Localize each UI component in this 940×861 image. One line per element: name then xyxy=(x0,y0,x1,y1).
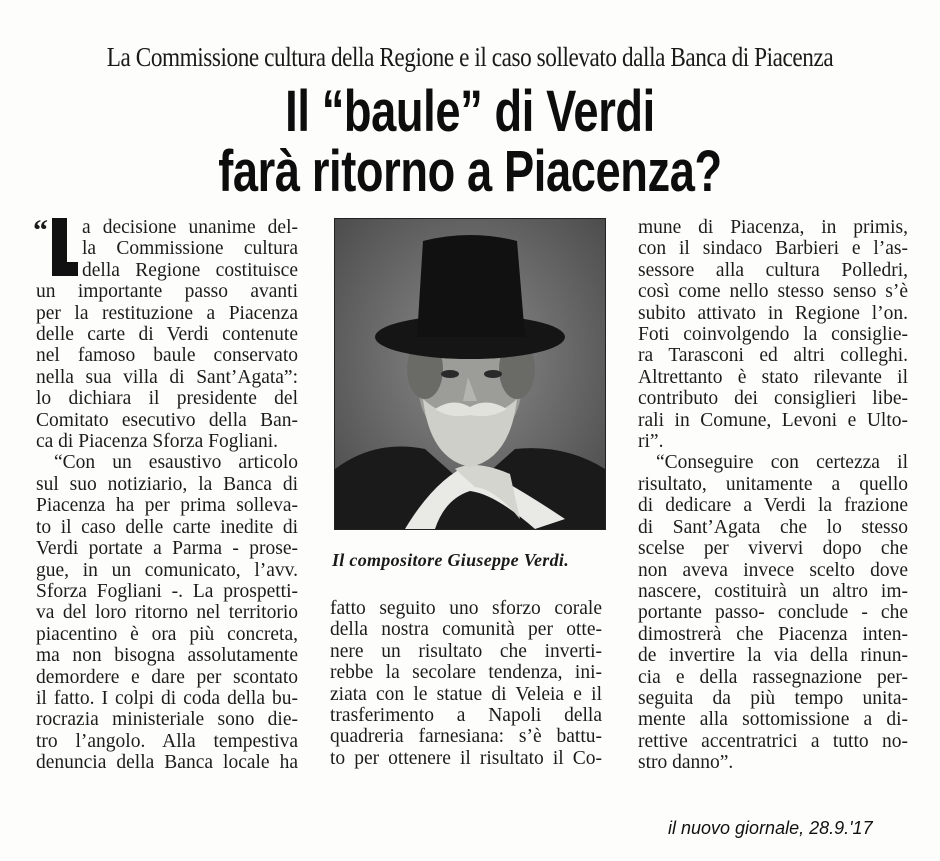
text-line: con il sindaco Barbieri e l’as- xyxy=(638,238,908,260)
text-line: subito attivato in Regione l’on. xyxy=(638,302,908,324)
text-line: va del loro ritorno nel territorio xyxy=(36,602,298,624)
text-line: cia e della rassegnazione per- xyxy=(638,666,908,688)
text-line: risultato, unitamente a quello xyxy=(638,473,908,495)
text-line: ziata con le statue di Veleia e il xyxy=(330,683,602,705)
text-line: nel famoso baule conservato xyxy=(36,345,298,367)
article-column-3 xyxy=(638,217,908,774)
text-line: “Conseguire con certezza il xyxy=(656,452,908,474)
text-line: Piacenza ha per prima solleva- xyxy=(36,495,298,517)
photo-caption: Il compositore Giuseppe Verdi. xyxy=(332,550,569,570)
text-line: ra Tarasconi ed altri colleghi. xyxy=(638,345,908,367)
text-line: di Sant’Agata che lo stesso xyxy=(638,516,908,538)
text-line: ma non bisogna assolutamente xyxy=(36,645,298,667)
text-line: denuncia della Banca locale ha xyxy=(36,752,298,774)
text-line: la Commissione cultura xyxy=(82,238,298,260)
text-line: Foti coinvolgendo la consiglie- xyxy=(638,324,908,346)
text-line: rettive accentratrici a tutto no- xyxy=(638,730,908,752)
headline-line-1: Il “baule” di Verdi xyxy=(285,79,655,144)
text-line: sul suo notiziario, la Banca di xyxy=(36,473,298,495)
text-line: gue, in un comunicato, l’avv. xyxy=(36,559,298,581)
text-line: trasferimento a Napoli della xyxy=(330,705,602,727)
text-line: to il caso delle carte inedite di xyxy=(36,516,298,538)
text-line: tro l’angolo. Alla tempestiva xyxy=(36,730,298,752)
verdi-portrait-photo xyxy=(334,218,606,530)
text-line: nella sua villa di Sant’Agata”: xyxy=(36,366,298,388)
text-line: Verdi portate a Parma - prose- xyxy=(36,538,298,560)
text-line: dimostrerà che Piacenza inten- xyxy=(638,623,908,645)
text-line: fatto seguito uno sforzo corale xyxy=(330,598,602,619)
text-line: rebbe la secolare tendenza, ini- xyxy=(330,662,602,684)
text-line: to per ottenere il risultato il Co- xyxy=(330,747,602,769)
text-line: sessore alla cultura Polledri, xyxy=(638,259,908,281)
text-line: lo dichiara il presidente del xyxy=(36,388,298,410)
text-line: rocrazia ministeriale sono die- xyxy=(36,709,298,731)
headline-line-2: farà ritorno a Piacenza? xyxy=(218,139,722,204)
text-line: mente alla sottomissione a di- xyxy=(638,709,908,731)
kicker: La Commissione cultura della Regione e il caso sollevato dalla Banca di Piacenza xyxy=(106,42,834,72)
dropcap-quote: “ xyxy=(33,214,48,247)
article-column-2 xyxy=(330,598,602,769)
text-line: portante passo- conclude - che xyxy=(638,602,908,624)
text-line: Sforza Fogliani -. La prospetti- xyxy=(36,580,298,602)
text-line: un importante passo avanti xyxy=(36,281,298,303)
text-line: scelse per vivervi dopo che xyxy=(638,538,908,560)
text-line: nere un risultato che inverti- xyxy=(330,640,602,662)
text-line: così come nello stesso senso s’è xyxy=(638,281,908,303)
text-line: “Con un esaustivo articolo xyxy=(54,452,298,474)
text-line: il fatto. I colpi di coda della bu- xyxy=(36,687,298,709)
text-line: stro danno”. xyxy=(638,752,734,774)
text-line: della Regione costituisce xyxy=(82,259,298,281)
text-line: della nostra comunità per otte- xyxy=(330,619,602,641)
text-line: Comitato esecutivo della Ban- xyxy=(36,409,298,431)
text-line: ri”. xyxy=(638,431,664,453)
text-line: rali in Comune, Levoni e Ulto- xyxy=(638,409,908,431)
text-line: ca di Piacenza Sforza Fogliani. xyxy=(36,431,279,453)
text-line: non aveva invece scelto dove xyxy=(638,559,908,581)
text-line: Altrettanto è stato rilevante il xyxy=(638,366,908,388)
text-line: nascere, costituirà un altro im- xyxy=(638,580,908,602)
text-line: per la restituzione a Piacenza xyxy=(36,302,298,324)
text-line: quadreria farnesiana: s’è battu- xyxy=(330,726,602,748)
text-line: piacentino è ora più concreta, xyxy=(36,623,298,645)
text-line: di dedicare a Verdi la frazione xyxy=(638,495,908,517)
text-line: demordere e dare per scontato xyxy=(36,666,298,688)
text-line: de invertire la via della rinun- xyxy=(638,645,908,667)
text-line: delle carte di Verdi contenute xyxy=(36,324,298,346)
article-column-1 xyxy=(36,217,298,774)
text-line: a decisione unanime del- xyxy=(82,217,298,238)
text-line: seguita da più tempo unita- xyxy=(638,687,908,709)
source-citation: il nuovo giornale, 28.9.'17 xyxy=(668,818,873,838)
text-line: mune di Piacenza, in primis, xyxy=(638,217,908,238)
text-line: contributo dei consiglieri libe- xyxy=(638,388,908,410)
